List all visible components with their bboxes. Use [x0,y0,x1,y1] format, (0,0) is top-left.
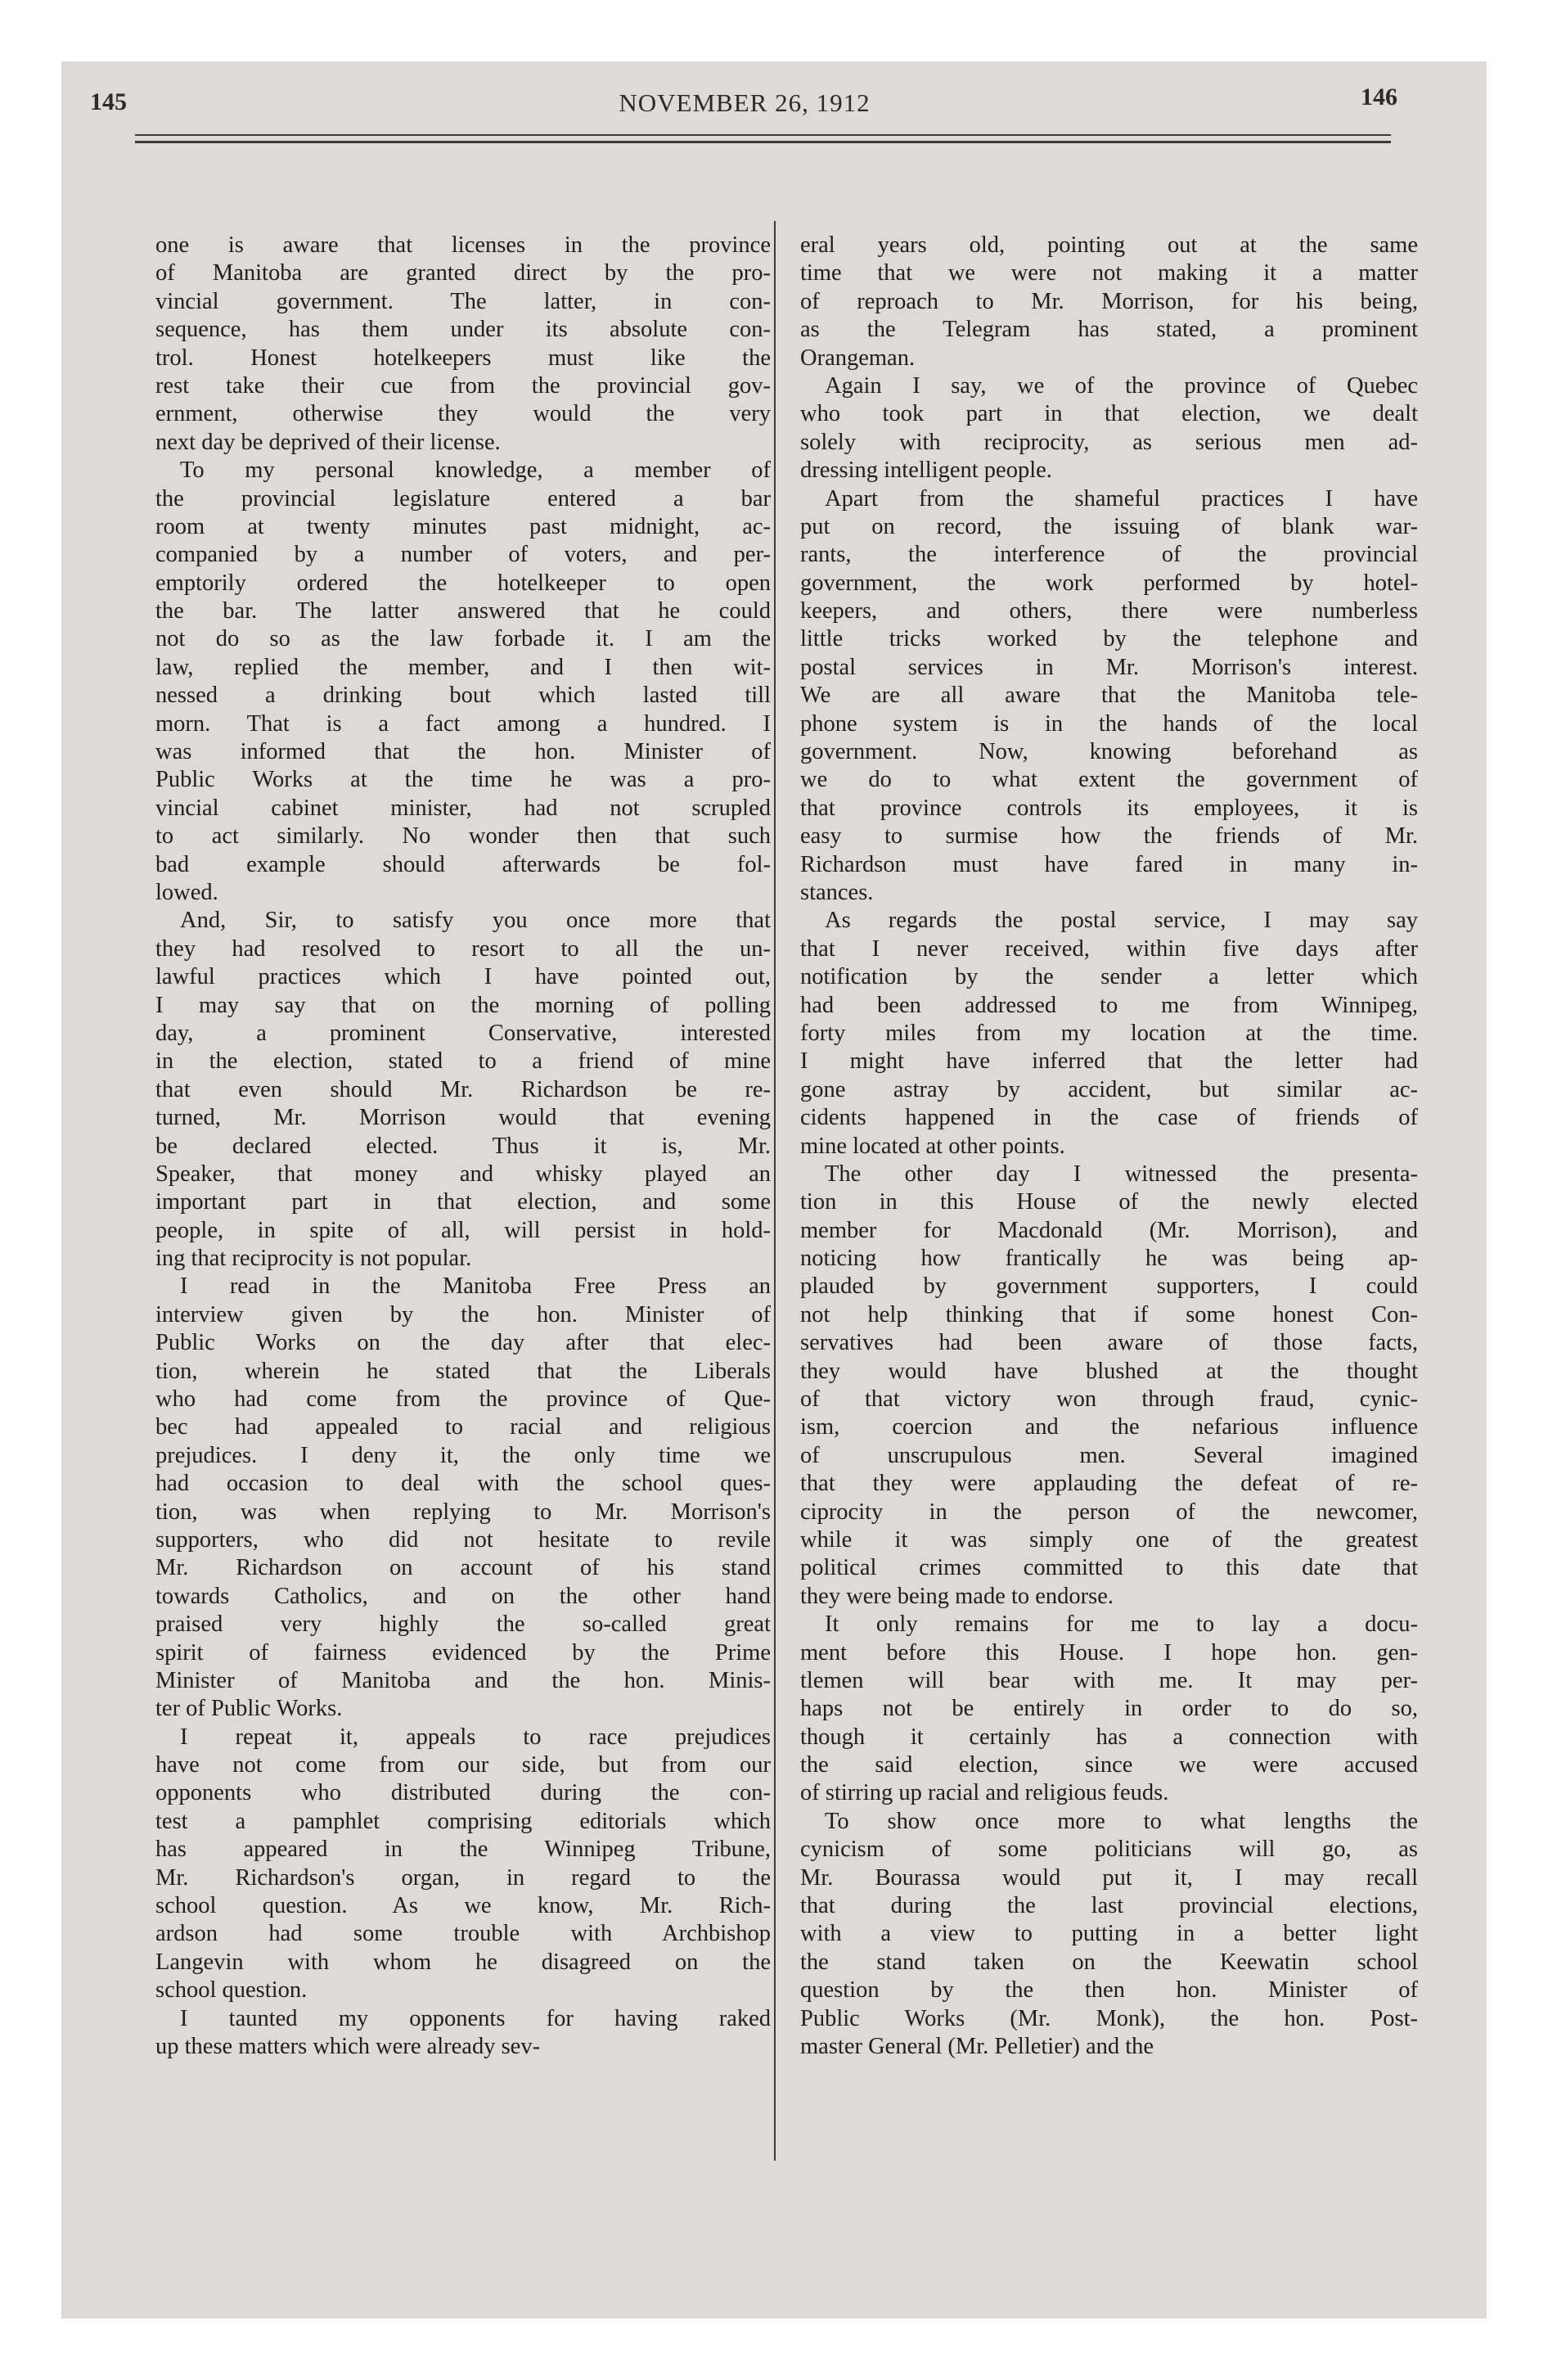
text-line: that during the last provincial elections, [800,1893,1418,1919]
text-line: that they were applauding the defeat of re- [800,1471,1418,1497]
text-line: the provincial legislature entered a bar [155,485,771,512]
text-line: they would have blushed at the thought [800,1358,1418,1384]
text-line: question by the then hon. Minister of [800,1977,1418,2004]
text-line: though it certainly has a connection with [800,1724,1418,1750]
text-line: we do to what extent the government of [800,767,1418,793]
text-line: while it was simply one of the greatest [800,1526,1418,1553]
text-line: test a pamphlet comprising editorials which [155,1808,771,1834]
text-line: master General (Mr. Pelletier) and the [800,2034,1154,2059]
text-line: to act similarly. No wonder then that such [155,823,771,850]
text-line: of Manitoba are granted direct by the pro- [155,260,771,286]
text-line: servatives had been aware of those facts, [800,1330,1418,1356]
text-line: ardson had some trouble with Archbishop [155,1921,771,1947]
text-line: stances. [800,879,874,905]
text-line: next day be deprived of their license. [155,429,501,455]
text-line: I taunted my opponents for having raked [180,2005,771,2031]
text-line: vincial government. The latter, in con- [155,288,771,314]
text-line: they had resolved to resort to all the un- [155,935,771,962]
text-line: It only remains for me to lay a docu- [825,1611,1418,1638]
text-line: Langevin with whom he disagreed on the [155,1949,771,1975]
text-line: turned, Mr. Morrison would that evening [155,1105,771,1131]
text-line: ism, coercion and the nefarious influence [800,1414,1418,1440]
text-line: As regards the postal service, I may say [825,908,1418,934]
text-line: noticing how frantically he was being ap- [800,1246,1418,1272]
text-line: the bar. The latter answered that he could [155,598,771,624]
text-line: Mr. Richardson's organ, in regard to the [155,1864,771,1891]
text-line: important part in that election, and some [155,1189,771,1215]
right-column [800,232,1418,2061]
text-line: tlemen will bear with me. It may per- [800,1667,1418,1693]
text-line: little tricks worked by the telephone and [800,626,1418,652]
text-line: haps not be entirely in order to do so, [800,1696,1418,1722]
text-line: had been addressed to me from Winnipeg, [800,992,1418,1018]
text-line: who took part in that election, we dealt [800,401,1418,427]
text-line: vincial cabinet minister, had not scrupled [155,795,771,821]
text-line: I may say that on the morning of polling [155,992,771,1018]
text-line: rest take their cue from the provincial gov- [155,372,771,399]
text-line: supporters, who did not hesitate to revile [155,1526,771,1553]
text-line: as the Telegram has stated, a prominent [800,317,1418,343]
text-line: trol. Honest hotelkeepers must like the [155,345,771,371]
text-line: eral years old, pointing out at the same [800,232,1418,258]
text-line: who had come from the province of Que- [155,1386,771,1413]
text-line: To my personal knowledge, a member of [180,458,771,484]
text-line: Minister of Manitoba and the hon. Minis- [155,1667,771,1693]
text-line: plauded by government supporters, I could [800,1273,1418,1300]
text-line: cidents happened in the case of friends of [800,1105,1418,1131]
text-line: not do so as the law forbade it. I am the [155,626,771,652]
text-line: that even should Mr. Richardson be re- [155,1076,771,1102]
text-line: Public Works on the day after that elec- [155,1330,771,1356]
text-line: dressing intelligent people. [800,458,1052,484]
text-line: bad example should afterwards be fol- [155,851,771,877]
text-line: notification by the sender a letter which [800,964,1418,990]
text-line: had occasion to deal with the school ques- [155,1471,771,1497]
text-line: I repeat it, appeals to race prejudices [180,1724,771,1750]
text-line: ing that reciprocity is not popular. [155,1246,472,1272]
text-line: political crimes committed to this date that [800,1555,1418,1581]
text-line: opponents who distributed during the con- [155,1780,771,1806]
text-line: in the election, stated to a friend of mine [155,1048,771,1075]
text-line: that I never received, within five days after [800,935,1418,962]
text-line: Richardson must have fared in many in- [800,851,1418,877]
text-line: The other day I witnessed the presenta- [825,1161,1418,1187]
text-line: of reproach to Mr. Morrison, for his being, [800,288,1418,314]
text-line: up these matters which were already sev- [155,2034,541,2059]
text-line: rants, the interference of the provincial [800,542,1418,568]
page-number-right: 146 [1361,83,1397,110]
text-line: was informed that the hon. Minister of [155,739,771,765]
text-line: be declared elected. Thus it is, Mr. [155,1133,771,1159]
text-line: cynicism of some politicians will go, as [800,1837,1418,1863]
text-line: We are all aware that the Manitoba tele- [800,683,1418,709]
text-line: bec had appealed to racial and religious [155,1414,771,1440]
text-line: morn. That is a fact among a hundred. I [155,710,771,737]
text-line: tion, wherein he stated that the Liberals [155,1358,771,1384]
text-line: of stirring up racial and religious feuds. [800,1780,1169,1806]
text-line: sequence, has them under its absolute con- [155,317,771,343]
text-line: Again I say, we of the province of Quebec [825,372,1418,399]
header-date: NOVEMBER 26, 1912 [619,88,871,117]
text-line: spirit of fairness evidenced by the Prime [155,1639,771,1666]
text-line: Speaker, that money and whisky played an [155,1161,771,1187]
text-line: the stand taken on the Keewatin school [800,1949,1418,1975]
text-line: gone astray by accident, but similar ac- [800,1076,1418,1102]
text-line: people, in spite of all, will persist in hold- [155,1217,771,1243]
text-line: mine located at other points. [800,1133,1065,1159]
text-line: Mr. Bourassa would put it, I may recall [800,1864,1418,1891]
text-line: solely with reciprocity, as serious men ad- [800,429,1418,455]
text-line: of unscrupulous men. Several imagined [800,1442,1418,1468]
text-line: ter of Public Works. [155,1696,343,1722]
text-line: government, the work performed by hotel- [800,570,1418,596]
text-line: postal services in Mr. Morrison's interest. [800,654,1418,680]
text-line: I read in the Manitoba Free Press an [180,1273,771,1300]
text-line: And, Sir, to satisfy you once more that [180,908,771,934]
page-header [82,74,1407,123]
text-line: Orangeman. [800,345,916,371]
text-line: has appeared in the Winnipeg Tribune, [155,1837,771,1863]
text-line: forty miles from my location at the time. [800,1020,1418,1046]
text-line: put on record, the issuing of blank war- [800,513,1418,539]
text-line: ciprocity in the person of the newcomer, [800,1499,1418,1525]
text-line: Apart from the shameful practices I have [825,485,1418,512]
text-line: the said election, since we were accused [800,1752,1418,1778]
text-line: Public Works at the time he was a pro- [155,767,771,793]
text-line: room at twenty minutes past midnight, ac- [155,513,771,539]
text-line: phone system is in the hands of the local [800,710,1418,737]
text-line: I might have inferred that the letter had [800,1048,1418,1075]
left-column [155,232,771,2061]
text-line: not help thinking that if some honest Con- [800,1301,1418,1327]
text-line: one is aware that licenses in the province [155,232,771,258]
text-line: lowed. [155,879,218,905]
text-line: have not come from our side, but from our [155,1752,771,1778]
text-line: keepers, and others, there were numberless [800,598,1418,624]
text-line: time that we were not making it a matter [800,260,1418,286]
text-line: Mr. Richardson on account of his stand [155,1555,771,1581]
text-line: To show once more to what lengths the [825,1808,1418,1834]
text-line: government. Now, knowing beforehand as [800,739,1418,765]
text-line: tion in this House of the newly elected [800,1189,1418,1215]
text-line: emptorily ordered the hotelkeeper to open [155,570,771,596]
text-line: school question. [155,1977,308,2004]
text-line: ment before this House. I hope hon. gen- [800,1639,1418,1666]
text-line: they were being made to endorse. [800,1583,1114,1609]
text-line: law, replied the member, and I then wit- [155,654,771,680]
text-line: praised very highly the so-called great [155,1611,771,1638]
header-rule-bottom [135,141,1391,143]
text-line: nessed a drinking bout which lasted till [155,683,771,709]
text-line: school question. As we know, Mr. Rich- [155,1893,771,1919]
text-line: interview given by the hon. Minister of [155,1301,771,1327]
text-line: member for Macdonald (Mr. Morrison), and [800,1217,1418,1243]
text-line: of that victory won through fraud, cynic- [800,1386,1418,1413]
header-rule-top [135,134,1391,136]
text-line: towards Catholics, and on the other hand [155,1583,771,1609]
text-line: tion, was when replying to Mr. Morrison's [155,1499,771,1525]
text-line: companied by a number of voters, and per- [155,542,771,568]
text-line: day, a prominent Conservative, interested [155,1020,771,1046]
text-line: that province controls its employees, it is [800,795,1418,821]
page-number-left: 145 [90,88,127,115]
text-line: prejudices. I deny it, the only time we [155,1442,771,1468]
text-line: ernment, otherwise they would the very [155,401,771,427]
text-line: easy to surmise how the friends of Mr. [800,823,1418,850]
text-line: lawful practices which I have pointed out, [155,964,771,990]
text-line: with a view to putting in a better light [800,1921,1418,1947]
text-line: Public Works (Mr. Monk), the hon. Post- [800,2005,1418,2031]
column-divider [774,221,776,2161]
